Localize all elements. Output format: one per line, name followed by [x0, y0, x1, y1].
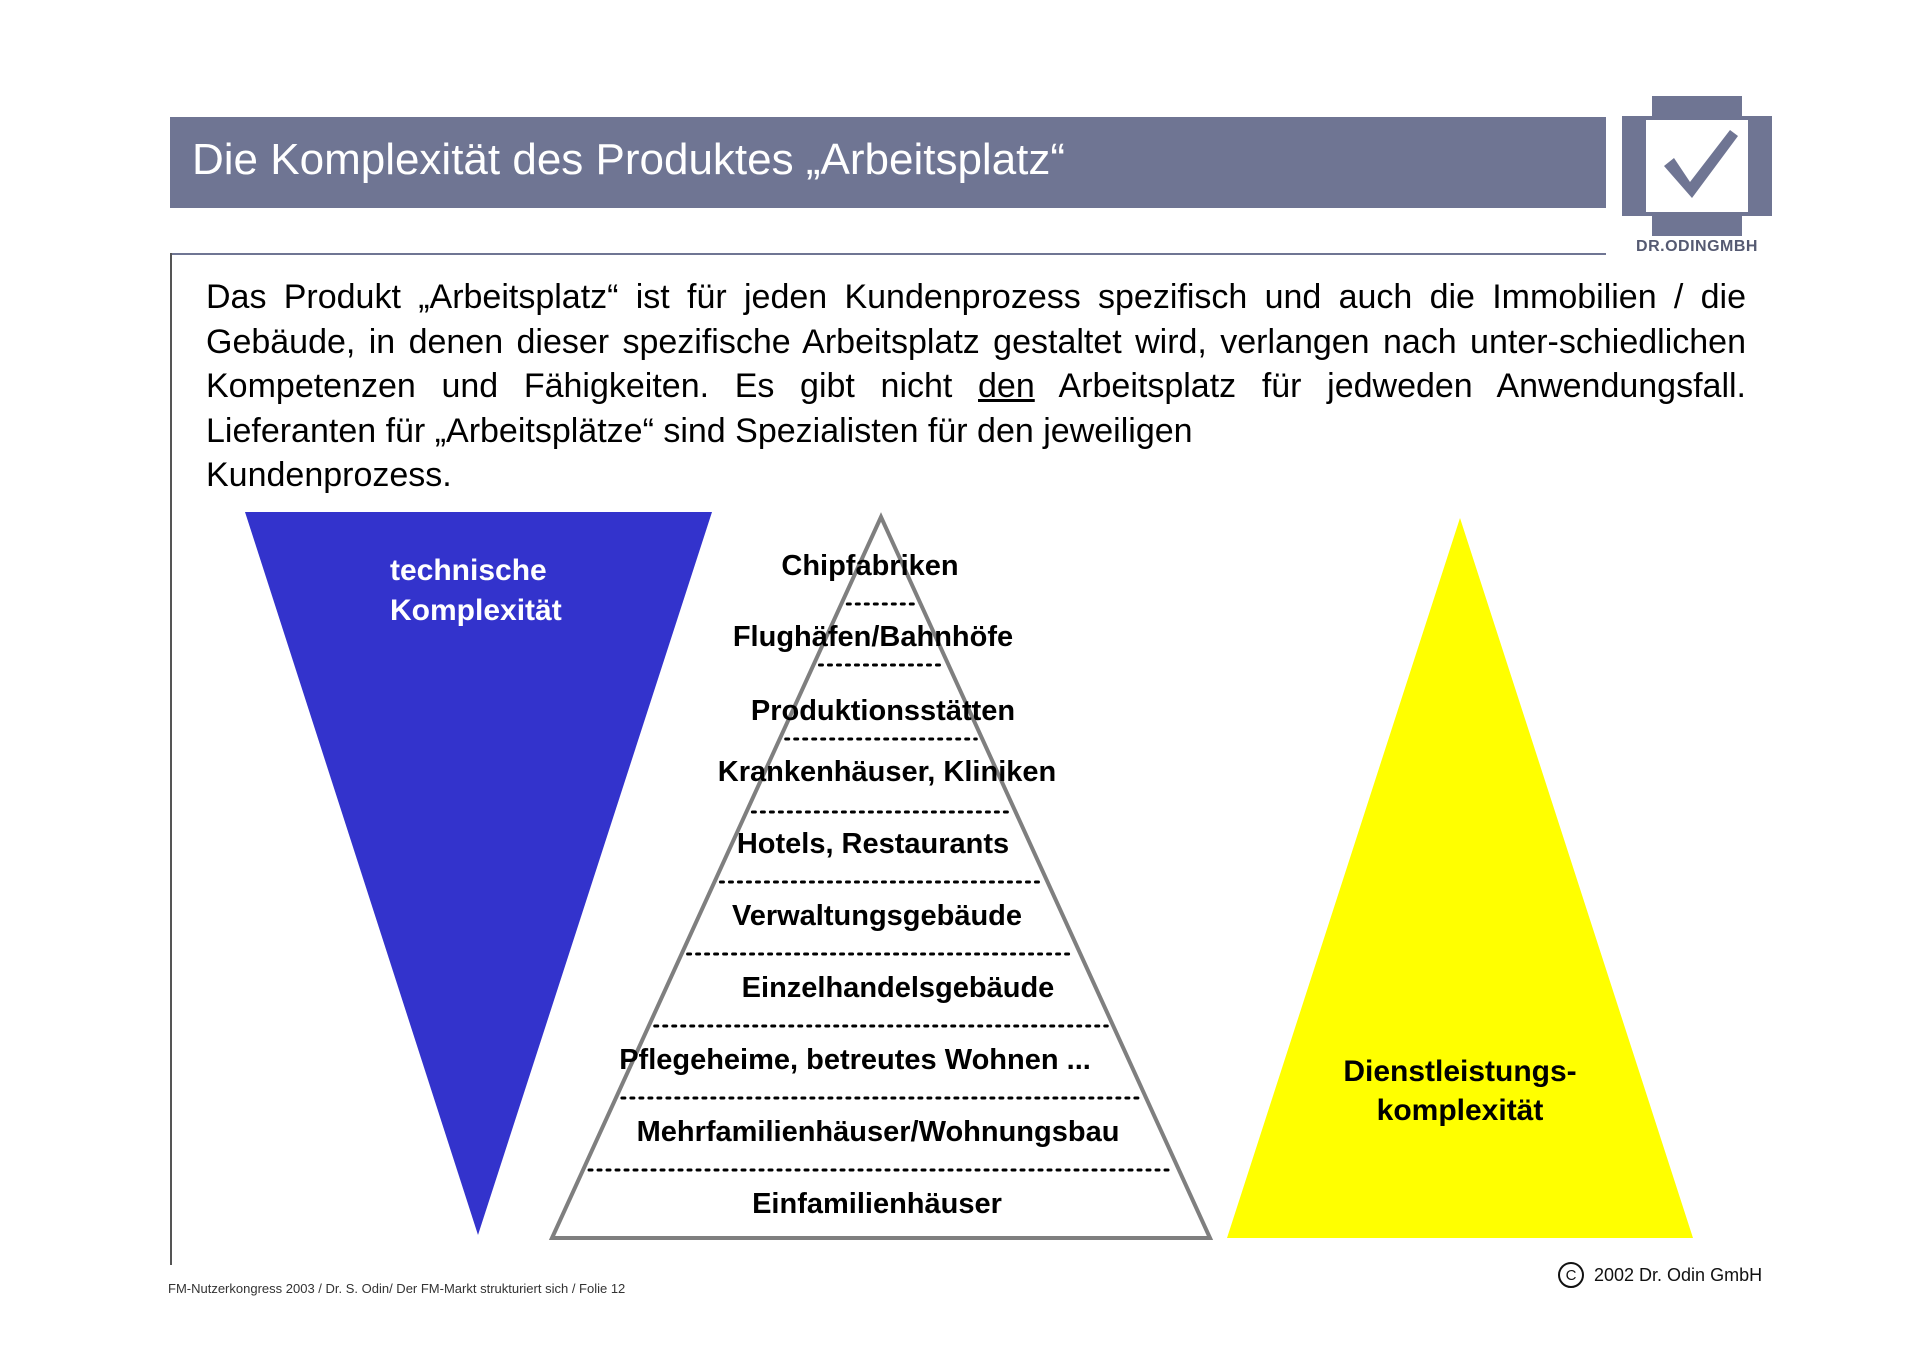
service-complexity-triangle — [1227, 518, 1693, 1238]
pyramid-level-label: Chipfabriken — [781, 550, 959, 582]
service-complexity-label-line2: komplexität — [1376, 1094, 1544, 1127]
intro-text-part2: Arbeitsplatz für jedweden Anwendungsfall. Lieferanten für „Arbeitsplätze“ sind Spezialisten für den jeweiligen — [206, 367, 1746, 450]
intro-underlined-word: den — [978, 367, 1035, 405]
footer-copyright — [1558, 1262, 1762, 1288]
pyramid-level-label: Pflegeheime, betreutes Wohnen ... — [619, 1044, 1091, 1076]
footer-source: FM-Nutzerkongress 2003 / Dr. S. Odin/ Der FM-Markt strukturiert sich / Folie 12 — [168, 1281, 626, 1296]
pyramid-level-label: Produktionsstätten — [750, 695, 1016, 727]
page-title: Die Komplexität des Produktes „Arbeitsplatz“ — [192, 135, 1066, 184]
pyramid-level-label: Verwaltungsgebäude — [731, 900, 1023, 932]
pyramid-level-label: Hotels, Restaurants — [736, 828, 1010, 860]
technical-complexity-label-line2: Komplexität — [390, 594, 562, 627]
intro-text-part1: Das Produkt „Arbeitsplatz“ ist für jeden Kundenprozess spezifisch und auch die Immobilien / die Gebäude, in denen dieser spezifische Arbeitsplatz gestaltet wird, verlangen nach unter-schiedlichen Kompetenzen und Fähigkeiten. Es gibt nicht — [206, 278, 1746, 405]
pyramid-level-label: Einfamilienhäuser — [752, 1188, 1002, 1220]
pyramid-level-label: Mehrfamilienhäuser/Wohnungsbau — [636, 1116, 1120, 1148]
logo-text: DR.ODINGMBH — [1636, 238, 1758, 255]
copyright-icon: C — [1558, 1262, 1584, 1288]
service-complexity-label-line1: Dienstleistungs- — [1343, 1055, 1577, 1088]
pyramid-level-label: Einzelhandelsgebäude — [741, 972, 1055, 1004]
intro-text-last-line: Kundenprozess. — [206, 456, 452, 494]
pyramid-level-label: Krankenhäuser, Kliniken — [717, 756, 1057, 788]
technical-complexity-label-line1: technische — [390, 554, 547, 587]
copyright-text: 2002 Dr. Odin GmbH — [1594, 1264, 1763, 1285]
pyramid-dividers — [589, 604, 1173, 1170]
pyramid-level-label: Flughäfen/Bahnhöfe — [732, 621, 1014, 653]
pyramid-labels — [619, 550, 1119, 1220]
